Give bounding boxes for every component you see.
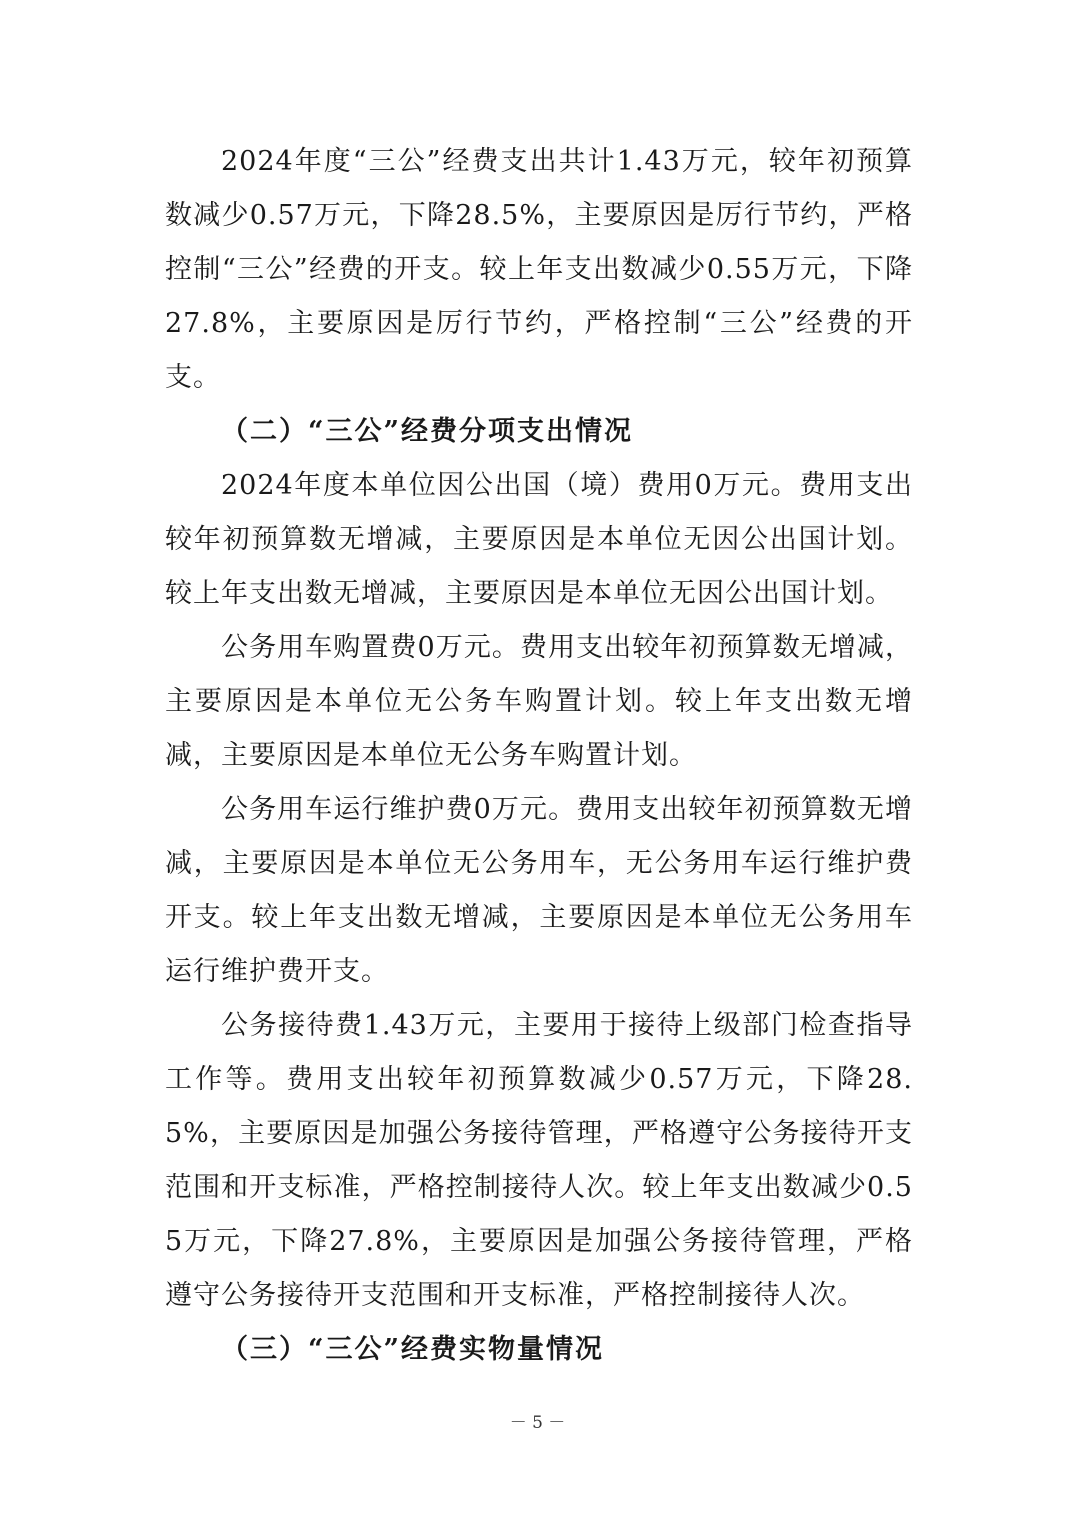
paragraph-vehicle-maintenance: 公务用车运行维护费0万元。费用支出较年初预算数无增减，主要原因是本单位无公务用车，无公务用车运行维护费开支。较上年支出数无增减，主要原因是本单位无公务用车运行维护费开支。 — [165, 794, 913, 987]
paragraph-reception: 公务接待费1.43万元，主要用于接待上级部门检查指导工作等。费用支出较年初预算数减少0.57万元，下降28.5%，主要原因是加强公务接待管理，严格遵守公务接待开支范围和开支标准，严格控制接待人次。较上年支出数减少0.55万元，下降27.8%，主要原因是加强公务接待管理，严格遵守公务接待开支范围和开支标准，严格控制接待人次。 — [165, 1010, 913, 1311]
section-heading-physical: （三）“三公”经费实物量情况 — [221, 1334, 605, 1365]
document-body — [165, 135, 913, 1377]
paragraph-overseas-travel: 2024年度本单位因公出国（境）费用0万元。费用支出较年初预算数无增减，主要原因是本单位无因公出国计划。较上年支出数无增减，主要原因是本单位无因公出国计划。 — [165, 470, 913, 609]
paragraph-total-expenditure: 2024年度“三公”经费支出共计1.43万元，较年初预算数减少0.57万元，下降28.5%，主要原因是厉行节约，严格控制“三公”经费的开支。较上年支出数减少0.55万元，下降27.8%，主要原因是厉行节约，严格控制“三公”经费的开支。 — [165, 146, 913, 393]
page-number: － 5 － — [509, 1413, 566, 1433]
paragraph-vehicle-purchase: 公务用车购置费0万元。费用支出较年初预算数无增减，主要原因是本单位无公务车购置计划。较上年支出数无增减，主要原因是本单位无公务车购置计划。 — [165, 632, 913, 771]
section-heading-itemized: （二）“三公”经费分项支出情况 — [221, 416, 634, 447]
